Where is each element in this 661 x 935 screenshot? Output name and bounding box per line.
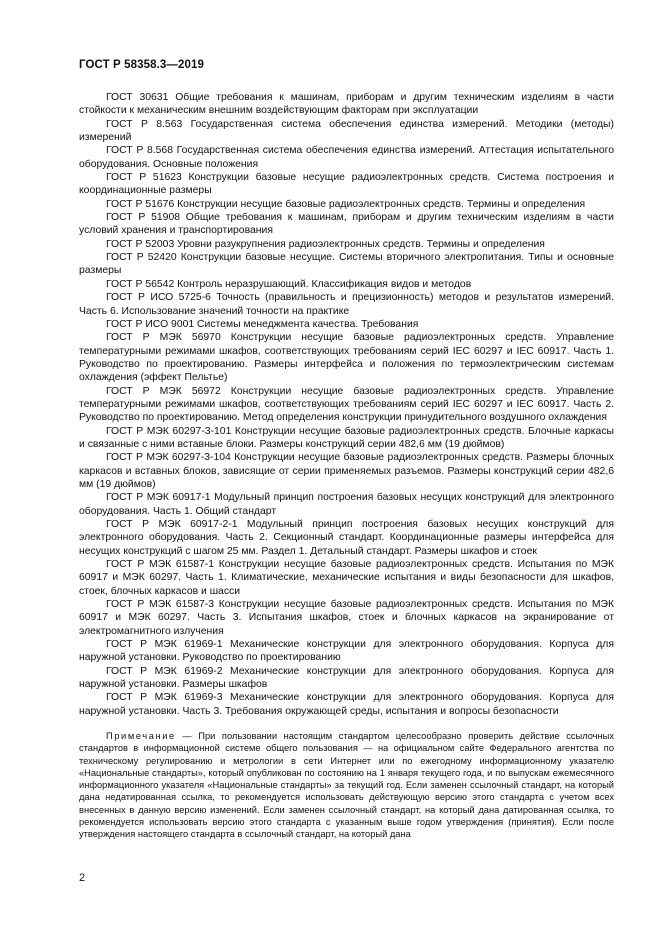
reference-item: ГОСТ Р МЭК 61969-3 Механические конструкции для электронного оборудования. Корпуса для наружной установки. Часть 3. Требования окружающей среды, испытания и вопросы безопасности — [79, 692, 614, 717]
reference-item: ГОСТ 30631 Общие требования к машинам, приборам и другим техническим изделиям в части стойкости к механическим внешним воздействующим факторам при эксплуатации — [79, 92, 614, 117]
note-text: — При пользовании настоящим стандартом целесообразно проверить действие ссылочных стандартов в информационной системе общего пользования — на официальном сайте Федерального агентства по техническому регулированию и метрологии в сети Интернет или по ежегодному информационному указателю «Национальные стандарты», который опубликован по состоянию на 1 января текущего года, и по выпускам ежемесячного информационного указателя «Национальные стандарты» за текущий год. Если заменен ссылочный стандарт, на который дана недатированная ссылка, то рекомендуется использовать действующую версию этого стандарта с учетом всех внесенных в данную версию изменений. Если заменен ссылочный стандарт, на который дана датированная ссылка, то рекомендуется использовать версию этого стандарта с указанным выше годом утверждения (принятия). Если после утверждения настоящего стандарта в ссылочный стандарт, на который дана — [79, 731, 614, 839]
reference-item: ГОСТ Р МЭК 60917-1 Модульный принцип построения базовых несущих конструкций для электронного оборудования. Часть 1. Общий стандарт — [79, 492, 614, 517]
reference-item: ГОСТ Р 56542 Контроль неразрушающий. Классификация видов и методов — [106, 278, 472, 290]
reference-item: ГОСТ Р МЭК 60297-3-104 Конструкции несущие базовые радиоэлектронных средств. Размеры блочных каркасов и вставных блоков, зависящие от серии применяемых разъемов. Размеры конструкций серии 482,6 мм (19 дюймов) — [79, 452, 614, 490]
document-header-title: ГОСТ Р 58358.3—2019 — [79, 59, 204, 71]
reference-item: ГОСТ Р 8.563 Государственная система обеспечения единства измерений. Методики (методы) измерений — [79, 118, 614, 144]
reference-item: ГОСТ Р МЭК 61969-1 Механические конструкции для электронного оборудования. Корпуса для наружной установки. Руководство по проектированию — [79, 639, 614, 664]
reference-item: ГОСТ Р 52420 Конструкции базовые несущие. Системы вторичного электропитания. Типы и основные размеры — [79, 252, 614, 277]
note-label: Примечание — [106, 731, 176, 741]
reference-item: ГОСТ Р МЭК 61587-3 Конструкции несущие базовые радиоэлектронных средств. Испытания по МЭК 60917 и МЭК 60297. Часть 3. Испытания шкафов, стоек и блочных каркасов на экранирование от электромагнитного излучения — [79, 599, 614, 637]
reference-item: ГОСТ Р 51676 Конструкции несущие базовые радиоэлектронных средств. Термины и определения — [106, 198, 586, 210]
reference-item: ГОСТ Р 52003 Уровни разукрупнения радиоэлектронных средств. Термины и определения — [106, 238, 545, 250]
reference-item: ГОСТ Р 51623 Конструкции базовые несущие радиоэлектронных средств. Система построения и координационные размеры — [79, 172, 614, 197]
reference-item: ГОСТ Р 51908 Общие требования к машинам, приборам и другим техническим изделиям в части условий хранения и транспортирования — [79, 212, 614, 237]
reference-item: ГОСТ Р МЭК 56972 Конструкции несущие базовые радиоэлектронных средств. Управление температурными режимами шкафов, соответствующих требованиям серий IEC 60297 и IEC 60917. Часть 2. Руководство по проектированию. Метод определения конструкции принудительного воздушного охлаждения — [79, 385, 614, 424]
reference-item: ГОСТ Р МЭК 61969-2 Механические конструкции для электронного оборудования. Корпуса для наружной установки. Размеры шкафов — [79, 665, 614, 691]
reference-item: ГОСТ Р 8.568 Государственная система обеспечения единства измерений. Аттестация испытательного оборудования. Основные положения — [79, 145, 614, 170]
note-paragraph — [79, 730, 614, 840]
reference-item: ГОСТ Р МЭК 60917-2-1 Модульный принцип построения базовых несущих конструкций для электронного оборудования. Часть 2. Секционный стандарт. Координационные размеры интерфейса для несущих конструкций с шагом 25 мм. Раздел 1. Детальный стандарт. Размеры шкафов и стоек — [79, 519, 614, 557]
reference-item: ГОСТ Р ИСО 9001 Системы менеджмента качества. Требования — [106, 318, 419, 330]
reference-item: ГОСТ Р МЭК 60297-3-101 Конструкции несущие базовые радиоэлектронных средств. Блочные каркасы и связанные с ними вставные блоки. Размеры конструкций серии 482,6 мм (19 дюймов) — [79, 425, 614, 450]
reference-item: ГОСТ Р МЭК 61587-1 Конструкции несущие базовые радиоэлектронных средств. Испытания по МЭК 60917 и МЭК 60297. Часть 1. Климатические, механические испытания и виды безопасности для шкафов, стоек, блочных каркасов и шасси — [79, 559, 614, 597]
reference-item: ГОСТ Р ИСО 5725-6 Точность (правильность и прецизионность) методов и результатов измерений. Часть 6. Использование значений точности на практике — [79, 292, 614, 317]
reference-item: ГОСТ Р МЭК 56970 Конструкции несущие базовые радиоэлектронных средств. Управление температурными режимами шкафов, соответствующих требованиям серий IEC 60297 и IEC 60917. Часть 1. Руководство по проектированию. Размеры интерфейса и положения по термоэлектрическим системам охлаждения (эффект Пельтье) — [79, 332, 614, 384]
page-number: 2 — [79, 872, 86, 884]
normative-references-list — [79, 91, 614, 718]
